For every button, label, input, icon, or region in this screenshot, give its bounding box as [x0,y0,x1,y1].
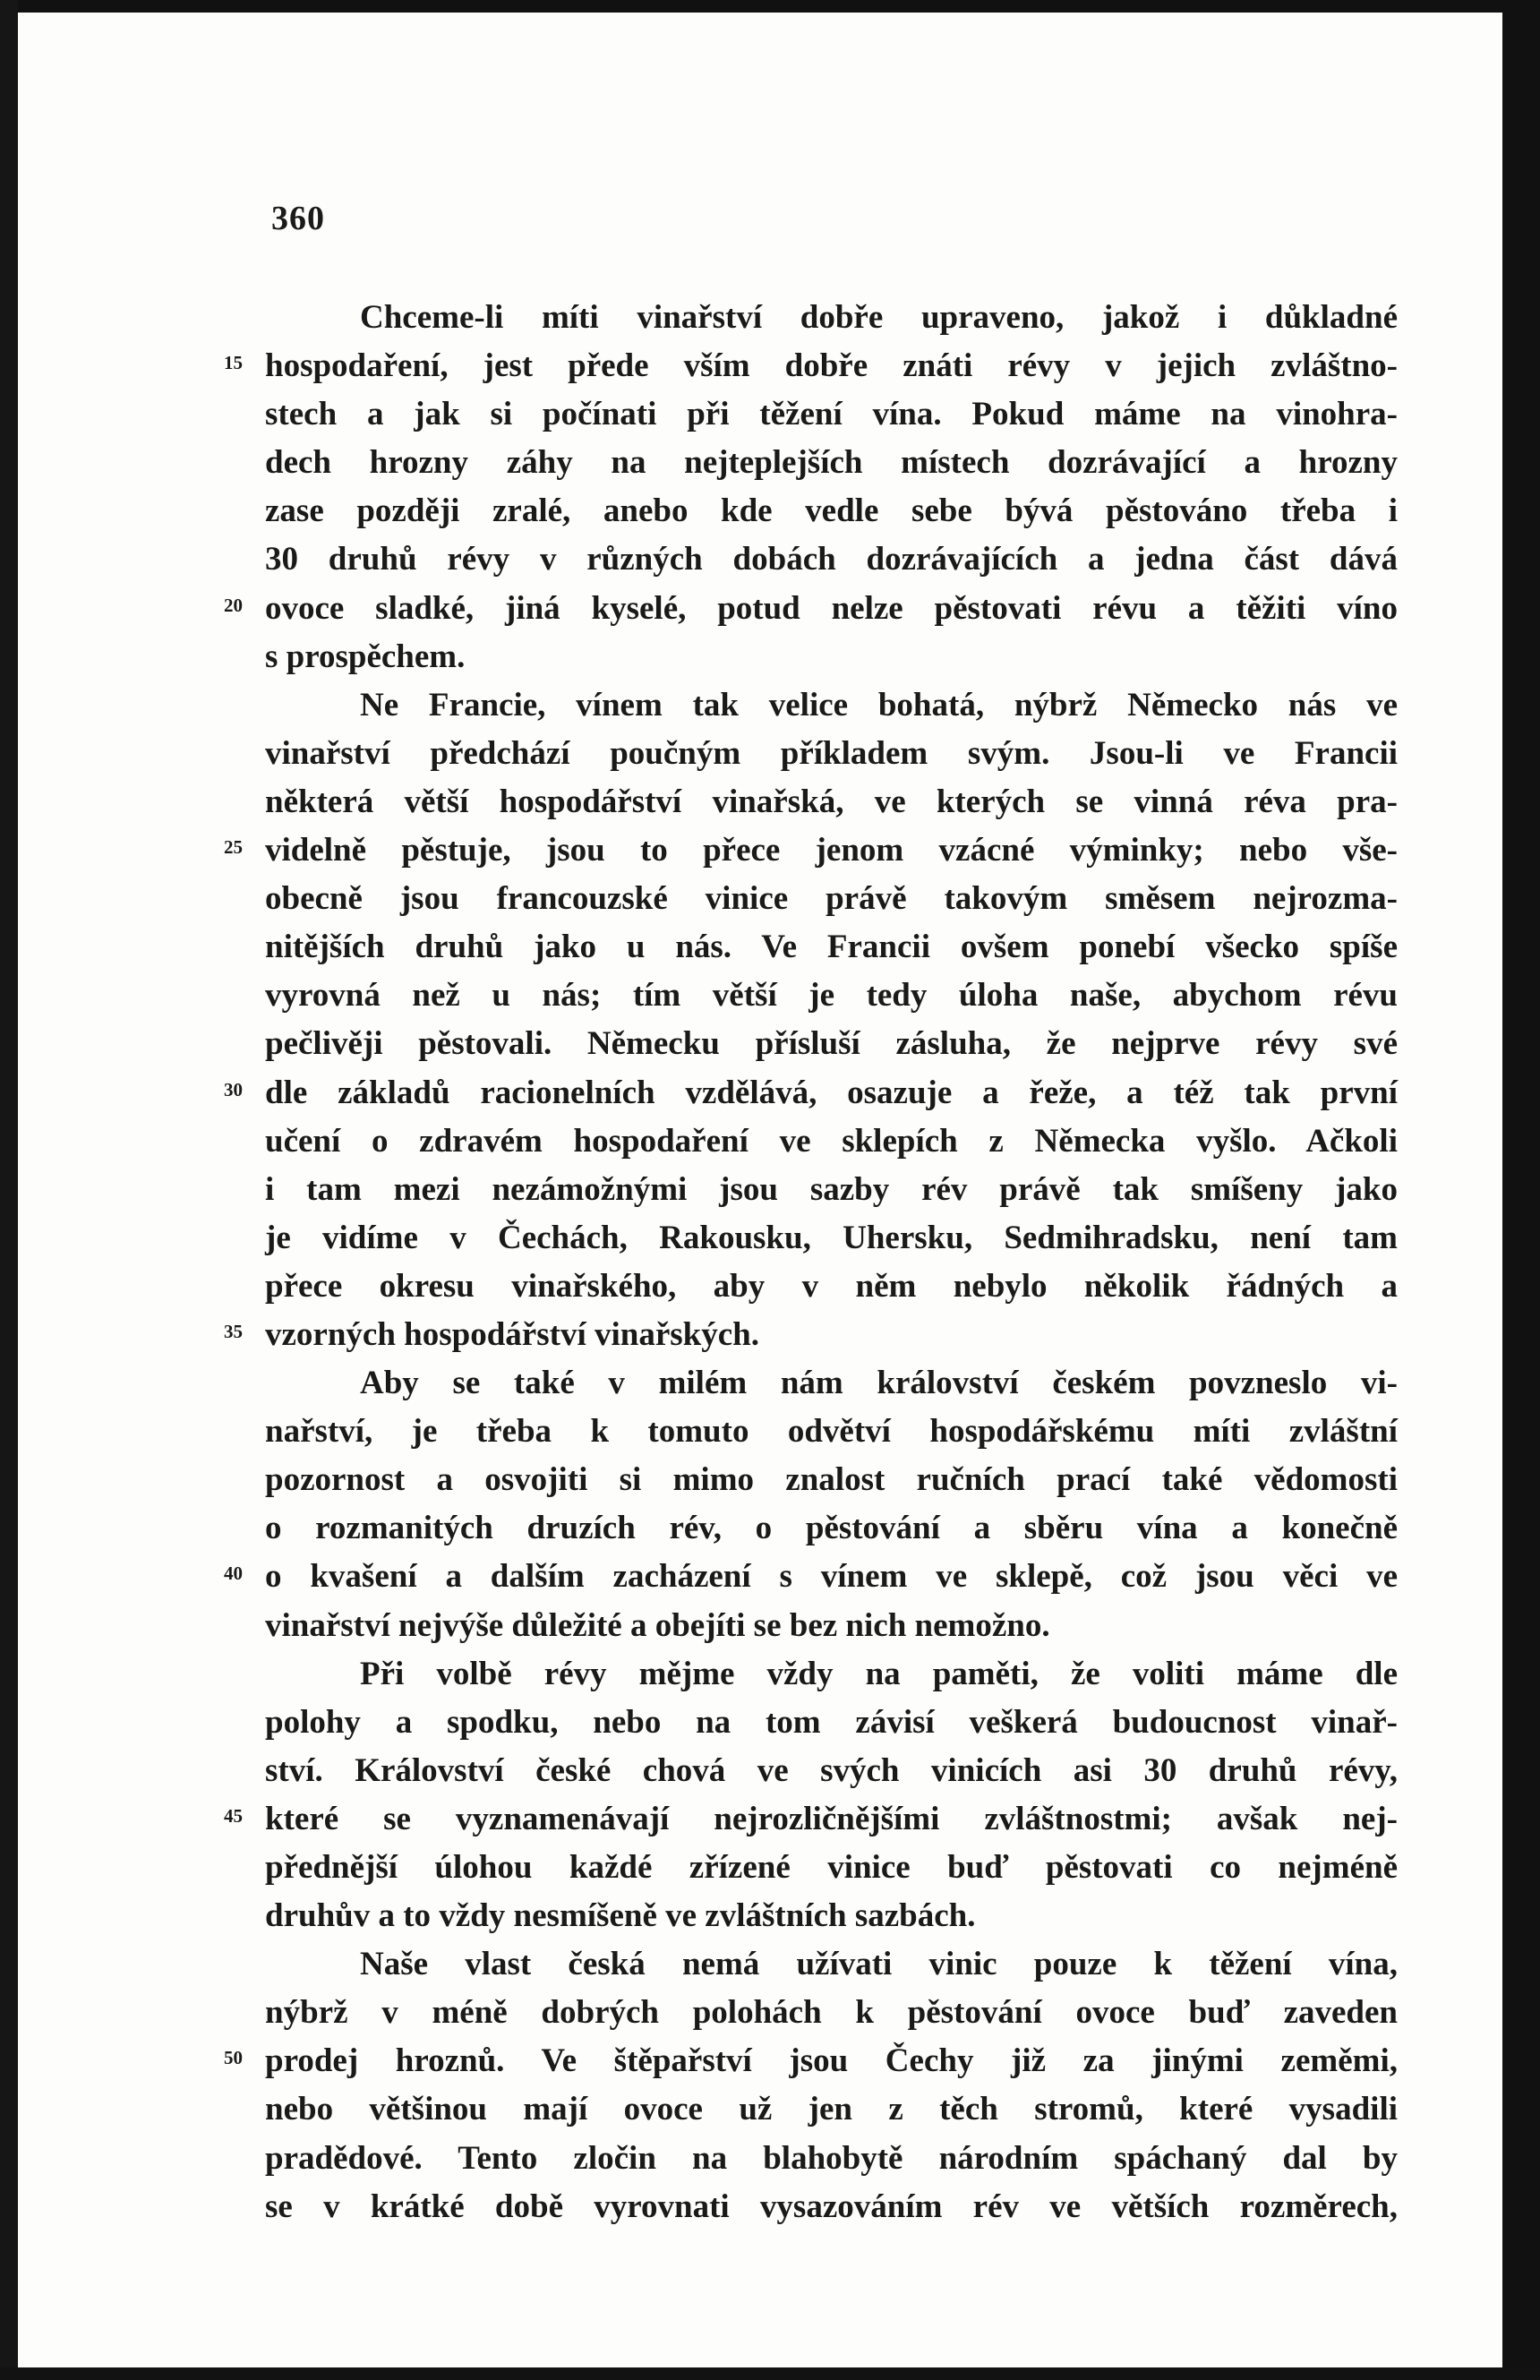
text-line: přednější úlohou každé zřízené vinice buď pěstovati co nejméně [265,1849,1398,1886]
text-line: pradědové. Tento zločin na blahobytě národním spáchaný dal by [265,2139,1398,2177]
text-line: 25 videlně pěstuje, jsou to přece jenom vzácné výminky; nebo vše- [265,826,1398,875]
text-line: druhův a to vždy nesmíšeně ve zvláštních sazbách. [265,1897,976,1935]
text-line: s prospěchem. [265,638,466,675]
line-number: 15 [224,352,243,374]
text-line: pečlivěji pěstovali. Německu přísluší zásluha, že nejprve révy své [265,1025,1398,1063]
line-number: 20 [224,594,243,616]
scan-top-edge [0,0,1540,13]
paragraph [224,1940,1398,2231]
text-line: Aby se také v milém nám království českém povzneslo vi- [360,1365,1398,1402]
text-line: vyrovná než u nás; tím větší je tedy úloha naše, abychom révu [265,977,1398,1014]
text-line: vinařství předchází poučným příkladem svým. Jsou-li ve Francii [265,734,1398,772]
text-line: 30 druhů révy v různých dobách dozrávajících a jedna část dává [265,541,1398,578]
line-number: 45 [224,1804,243,1827]
text-line: přece okresu vinařského, aby v něm nebylo několik řádných a [265,1267,1398,1305]
body-text [224,294,1398,2231]
text-line: 50 prodej hroznů. Ve štěpařství jsou Čechy již za jinými zeměmi, [265,2037,1398,2085]
text-line: vinařství nejvýše důležité a obejíti se bez nich nemožno. [265,1606,1050,1644]
text-line: zase později zralé, anebo kde vedle sebe bývá pěstováno třeba i [265,492,1398,530]
text-line: 30 dle základů racionelních vzdělává, osazuje a řeže, a též tak první [265,1069,1398,1117]
text-line: Ne Francie, vínem tak velice bohatá, nýbrž Německo nás ve [360,686,1398,723]
scan-bottom-edge [0,2367,1540,2380]
line-number: 50 [224,2047,243,2069]
text-line: Naše vlast česká nemá užívati vinic pouze k těžení vína, [360,1946,1398,1983]
text-line: i tam mezi nezámožnými jsou sazby rév právě tak smíšeny jako [265,1170,1398,1208]
paragraph [224,681,1398,1359]
text-line: některá větší hospodářství vinařská, ve kterých se vinná réva pra- [265,783,1398,820]
line-number: 40 [224,1562,243,1585]
text-line: je vidíme v Čechách, Rakousku, Uhersku, Sedmihradsku, není tam [265,1219,1398,1256]
text-line: pozornost a osvojiti si mimo znalost ručních prací také vědomosti [265,1461,1398,1499]
line-number: 35 [224,1320,243,1342]
text-line: nařství, je třeba k tomuto odvětví hospodářskému míti zvláštní [265,1413,1398,1451]
text-line: dech hrozny záhy na nejteplejších místech dozrávající a hrozny [265,444,1398,482]
text-line: nýbrž v méně dobrých polohách k pěstování ovoce buď zaveden [265,1994,1398,2032]
text-line: 45 které se vyznamenávají nejrozličnějšími zvláštnostmi; avšak nej- [265,1795,1398,1844]
text-line: polohy a spodku, nebo na tom závisí veškerá budoucnost vinař- [265,1703,1398,1741]
text-line: nebo většinou mají ovoce už jen z těch stromů, které vysadili [265,2091,1398,2128]
text-line: 40 o kvašení a dalším zacházení s vínem ve sklepě, což jsou věci ve [265,1553,1398,1601]
text-line: 20 ovoce sladké, jiná kyselé, potud nelze pěstovati révu a těžiti víno [265,585,1398,633]
line-number: 30 [224,1078,243,1100]
text-line: 15 hospodaření, jest přede vším dobře znáti révy v jejich zvláštno- [265,342,1398,390]
paragraph [224,1359,1398,1650]
page-number: 360 [271,200,325,237]
text-line: nitějších druhů jako u nás. Ve Francii ovšem ponebí všecko spíše [265,929,1398,966]
scan-left-edge [0,0,18,2380]
text-line: 35 vzorných hospodářství vinařských. [265,1311,1398,1359]
text-line: se v krátké době vyrovnati vysazováním rév ve větších rozměrech, [265,2187,1398,2225]
paragraph [224,1650,1398,1941]
scan-right-edge [1502,0,1540,2380]
text-line: ství. Království české chová ve svých vinicích asi 30 druhů révy, [265,1751,1398,1789]
text-line: učení o zdravém hospodaření ve sklepích z Německa vyšlo. Ačkoli [265,1122,1398,1160]
text-line: Při volbě révy mějme vždy na paměti, že voliti máme dle [360,1655,1398,1692]
text-line: Chceme-li míti vinařství dobře upraveno, jakož i důkladné [360,299,1398,336]
text-line: o rozmanitých druzích rév, o pěstování a sběru vína a konečně [265,1510,1398,1547]
paragraph [224,294,1398,681]
text-line: stech a jak si počínati při těžení vína. Pokud máme na vinohra- [265,396,1398,433]
line-number: 25 [224,836,243,859]
text-line: obecně jsou francouzské vinice právě takovým směsem nejrozma- [265,880,1398,918]
